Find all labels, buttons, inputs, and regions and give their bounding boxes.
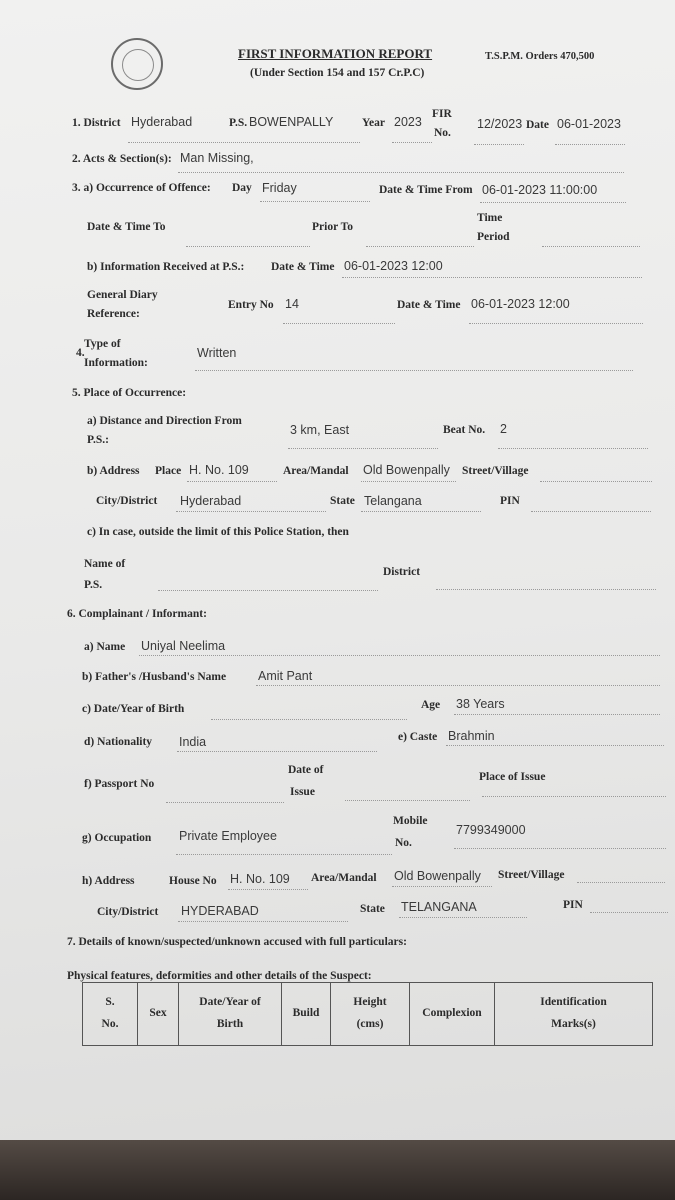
gd-dt-label: Date & Time [397, 299, 461, 311]
table-surface-background [0, 1140, 675, 1200]
complainant-pin-label: PIN [563, 899, 583, 911]
father-name: Amit Pant [258, 669, 313, 683]
info-received-value: 06-01-2023 12:00 [344, 259, 443, 273]
info-type-number: 4. [76, 347, 85, 359]
city-value: Hyderabad [180, 494, 242, 508]
state-value: Telangana [364, 494, 422, 508]
place-label: 5. Place of Occurrence: [72, 387, 187, 399]
day-label: Day [232, 182, 252, 194]
age-value: 38 Years [456, 697, 505, 711]
district-label: 1. District [72, 117, 121, 129]
acts-value: Man Missing, [180, 151, 254, 165]
district-value: Hyderabad [131, 115, 193, 129]
entry-no-label: Entry No [228, 299, 274, 311]
acts-label: 2. Acts & Section(s): [72, 153, 172, 165]
complainant-city-label: City/District [97, 906, 159, 918]
house-no-label: House No [169, 875, 217, 887]
emblem-seal-icon [111, 38, 163, 90]
col-dob: Date/Year of Birth [179, 983, 282, 1046]
city-label: City/District [96, 495, 158, 507]
complainant-state-value: TELANGANA [401, 900, 477, 914]
complainant-state-label: State [360, 903, 385, 915]
date-time-from-value: 06-01-2023 11:00:00 [482, 183, 598, 197]
fir-date-label: Date [526, 119, 549, 131]
year-value: 2023 [394, 115, 422, 129]
occupation-label: g) Occupation [82, 832, 152, 844]
nationality-value: India [179, 735, 207, 749]
dob-label: c) Date/Year of Birth [82, 703, 185, 715]
col-complexion: Complexion [410, 983, 495, 1046]
place-value: H. No. 109 [189, 463, 249, 477]
address-label: b) Address [87, 465, 140, 477]
nationality-label: d) Nationality [84, 736, 153, 748]
col-height: Height (cms) [331, 983, 410, 1046]
area-label: Area/Mandal [283, 465, 349, 477]
document-subtitle: (Under Section 154 and 157 Cr.P.C) [250, 67, 425, 79]
general-diary-label: General Diary [87, 289, 158, 301]
complainant-label: 6. Complainant / Informant: [67, 608, 207, 620]
day-value: Friday [262, 181, 297, 195]
info-type-label: Type of [84, 338, 121, 350]
suspect-details-table [82, 982, 653, 1046]
place-of-issue-label: Place of Issue [479, 771, 546, 783]
gd-dt-value: 06-01-2023 12:00 [471, 297, 570, 311]
complainant-address-label: h) Address [82, 875, 135, 887]
mobile-label: Mobile [393, 815, 428, 827]
col-sex: Sex [138, 983, 179, 1046]
general-diary-reference-label: Reference: [87, 308, 140, 320]
name-label: a) Name [84, 641, 126, 653]
accused-label: 7. Details of known/suspected/unknown accused with full particulars: [67, 936, 407, 948]
date-of-issue-label: Date of [288, 764, 324, 776]
outside-limit-label: c) In case, outside the limit of this Police Station, then [87, 526, 349, 538]
period-label: Period [477, 231, 510, 243]
street-label: Street/Village [462, 465, 529, 477]
time-period-label: Time [477, 212, 503, 224]
complainant-area-label: Area/Mandal [311, 872, 377, 884]
col-serial-no: S. No. [83, 983, 138, 1046]
father-name-label: b) Father's /Husband's Name [82, 671, 227, 683]
info-received-label: b) Information Received at P.S.: [87, 261, 245, 273]
house-no-value: H. No. 109 [230, 872, 290, 886]
prior-to-label: Prior To [312, 221, 354, 233]
age-label: Age [421, 699, 441, 711]
date-time-from-label: Date & Time From [379, 184, 473, 196]
ps-label: P.S. [229, 117, 248, 129]
complainant-area-value: Old Bowenpally [394, 869, 481, 883]
passport-label: f) Passport No [84, 778, 155, 790]
distance-ps-label: P.S.: [87, 434, 109, 446]
area-value: Old Bowenpally [363, 463, 450, 477]
col-identification-marks: Identification Marks(s) [495, 983, 653, 1046]
state-label: State [330, 495, 355, 507]
information-label: Information: [84, 357, 148, 369]
caste-value: Brahmin [448, 729, 495, 743]
beat-value: 2 [500, 422, 507, 436]
info-type-value: Written [197, 346, 237, 360]
mobile-value: 7799349000 [456, 823, 526, 837]
fir-date: 06-01-2023 [557, 117, 621, 131]
occurrence-label: 3. a) Occurrence of Offence: [72, 182, 211, 194]
beat-label: Beat No. [443, 424, 486, 436]
place-field-label: Place [155, 465, 182, 477]
distance-value: 3 km, East [290, 423, 350, 437]
entry-no-value: 14 [285, 297, 299, 311]
occupation-value: Private Employee [179, 829, 277, 843]
year-label: Year [362, 117, 385, 129]
date-time-to-label: Date & Time To [87, 221, 166, 233]
issue-label: Issue [290, 786, 315, 798]
ps-name-label: Name of [84, 558, 126, 570]
mobile-no-label: No. [395, 837, 412, 849]
complainant-name: Uniyal Neelima [141, 639, 226, 653]
fir-number: 12/2023 [477, 117, 523, 131]
col-build: Build [282, 983, 331, 1046]
ps-value: BOWENPALLY [249, 115, 334, 129]
distance-label: a) Distance and Direction From [87, 415, 242, 427]
orders-reference: T.S.P.M. Orders 470,500 [485, 51, 595, 62]
complainant-city-value: HYDERABAD [181, 904, 259, 918]
fir-no-label: No. [434, 127, 451, 139]
ps-name-ps-label: P.S. [84, 579, 103, 591]
pin-label: PIN [500, 495, 520, 507]
fir-label: FIR [432, 108, 452, 120]
info-received-dt-label: Date & Time [271, 261, 335, 273]
physical-features-label: Physical features, deformities and other details of the Suspect: [67, 970, 372, 982]
outside-district-label: District [383, 566, 421, 578]
complainant-street-label: Street/Village [498, 869, 565, 881]
caste-label: e) Caste [398, 731, 438, 743]
document-title: FIRST INFORMATION REPORT [238, 46, 433, 61]
